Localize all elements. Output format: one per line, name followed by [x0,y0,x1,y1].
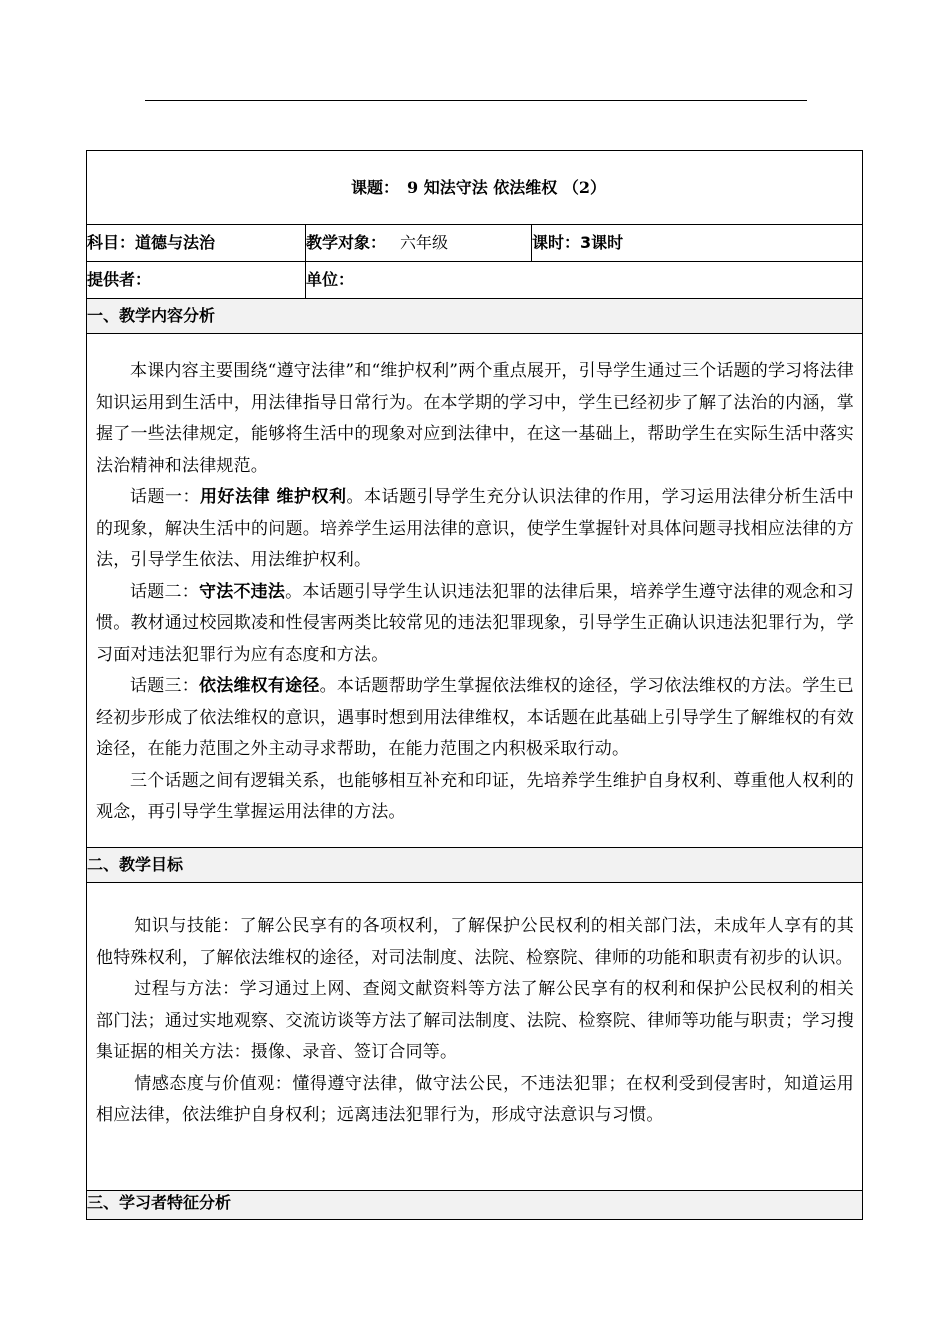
paragraph-knowledge: 知识与技能：了解公民享有的各项权利，了解保护公民权利的相关部门法，未成年人享有的其他特殊权利，了解依法维权的途径，对司法制度、法院、检察院、律师的功能和职责有初步的认识。 [96,916,854,968]
unit-cell [306,262,863,299]
section-heading: 三、学习者特征分析 [87,1191,863,1220]
hours-cell [532,225,863,262]
section-heading: 一、教学内容分析 [87,299,863,334]
paragraph-topic-1 [96,482,854,577]
section-header-goals [87,848,863,883]
provider-cell [87,262,306,299]
title-row [87,151,863,225]
subject-cell [87,225,306,262]
paragraph-process: 过程与方法：学习通过上网、查阅文献资料等方法了解公民享有的权利和保护公民权利的相关部门法；通过实地观察、交流访谈等方法了解司法制度、法院、检察院、律师等功能与职责；学习搜集证据的相关方法：摄像、录音、签订合同等。 [96,979,854,1062]
goals-row [87,883,863,1191]
info-row-2 [87,262,863,299]
audience-cell [306,225,532,262]
section-header-learner-analysis [87,1191,863,1220]
lesson-plan-table [86,150,863,1220]
paragraph: 三个话题之间有逻辑关系，也能够相互补充和印证，先培养学生维护自身权利、尊重他人权利的观念，再引导学生掌握运用法律的方法。 [96,770,854,822]
audience-label: 教学对象： [306,233,387,252]
audience-value: 六年级 [400,233,449,252]
topic-text: 。本话题引导学生认识违法犯罪的法律后果，培养学生遵守法律的观念和习惯。教材通过校园欺凌和性侵害两类比较常见的违法犯罪现象，引导学生正确认识违法犯罪行为，学习面对违法犯罪行为应有态度和方法。 [96,581,855,665]
paragraph-attitude: 情感态度与价值观：懂得遵守法律，做守法公民，不违法犯罪；在权利受到侵害时，知道运用相应法律，依法维护自身权利；远离违法犯罪行为，形成守法意识与习惯。 [96,1073,854,1125]
goals-body [87,883,863,1191]
topic-text: 。本话题引导学生充分认识法律的作用，学习运用法律分析生活中的现象，解决生活中的问题。培养学生运用法律的意识，使学生掌握针对具体问题寻找相应法律的方法，引导学生依法、用法维护权利。 [96,487,854,570]
header-rule [145,100,807,101]
paragraph: 本课内容主要围绕“遵守法律”和“维护权利”两个重点展开，引导学生通过三个话题的学习将法律知识运用到生活中，用法律指导日常行为。在本学期的学习中，学生已经初步了解了法治的内涵，掌握了一些法律规定，能够将生活中的现象对应到法律中，在这一基础上，帮助学生在实际生活中落实法治精神和法律规范。 [96,361,854,476]
lesson-title [87,151,863,225]
content-analysis-body [87,334,863,848]
topic-prefix: 话题一： [130,487,201,507]
provider-label: 提供者： [87,270,152,289]
topic-title: 依法维权有途径 [198,676,320,696]
topic-text: 。本话题帮助学生掌握依法维权的途径，学习依法维权的方法。学生已经初步形成了依法维权的意识，遇事时想到用法律维权，本话题在此基础上引导学生了解维权的有效途径，在能力范围之外主动寻求帮助，在能力范围之内积极采取行动。 [96,676,854,759]
section-heading: 二、教学目标 [87,848,863,883]
title-value: 9 知法守法 依法维权 （2） [407,177,606,197]
topic-title: 用好法律 维护权利 [200,487,347,507]
title-label: 课题： [351,177,400,197]
topic-title: 守法不违法 [198,581,286,602]
topic-prefix: 话题二： [130,581,199,602]
info-row-1 [87,225,863,262]
subject-label: 科目：道德与法治 [87,233,216,252]
content-analysis-row [87,334,863,848]
topic-prefix: 话题三： [130,676,199,696]
paragraph-topic-2 [96,577,854,672]
hours-label: 课时：3课时 [532,233,624,252]
section-header-content-analysis [87,299,863,334]
unit-label: 单位： [306,270,355,289]
paragraph-topic-3 [96,671,854,766]
